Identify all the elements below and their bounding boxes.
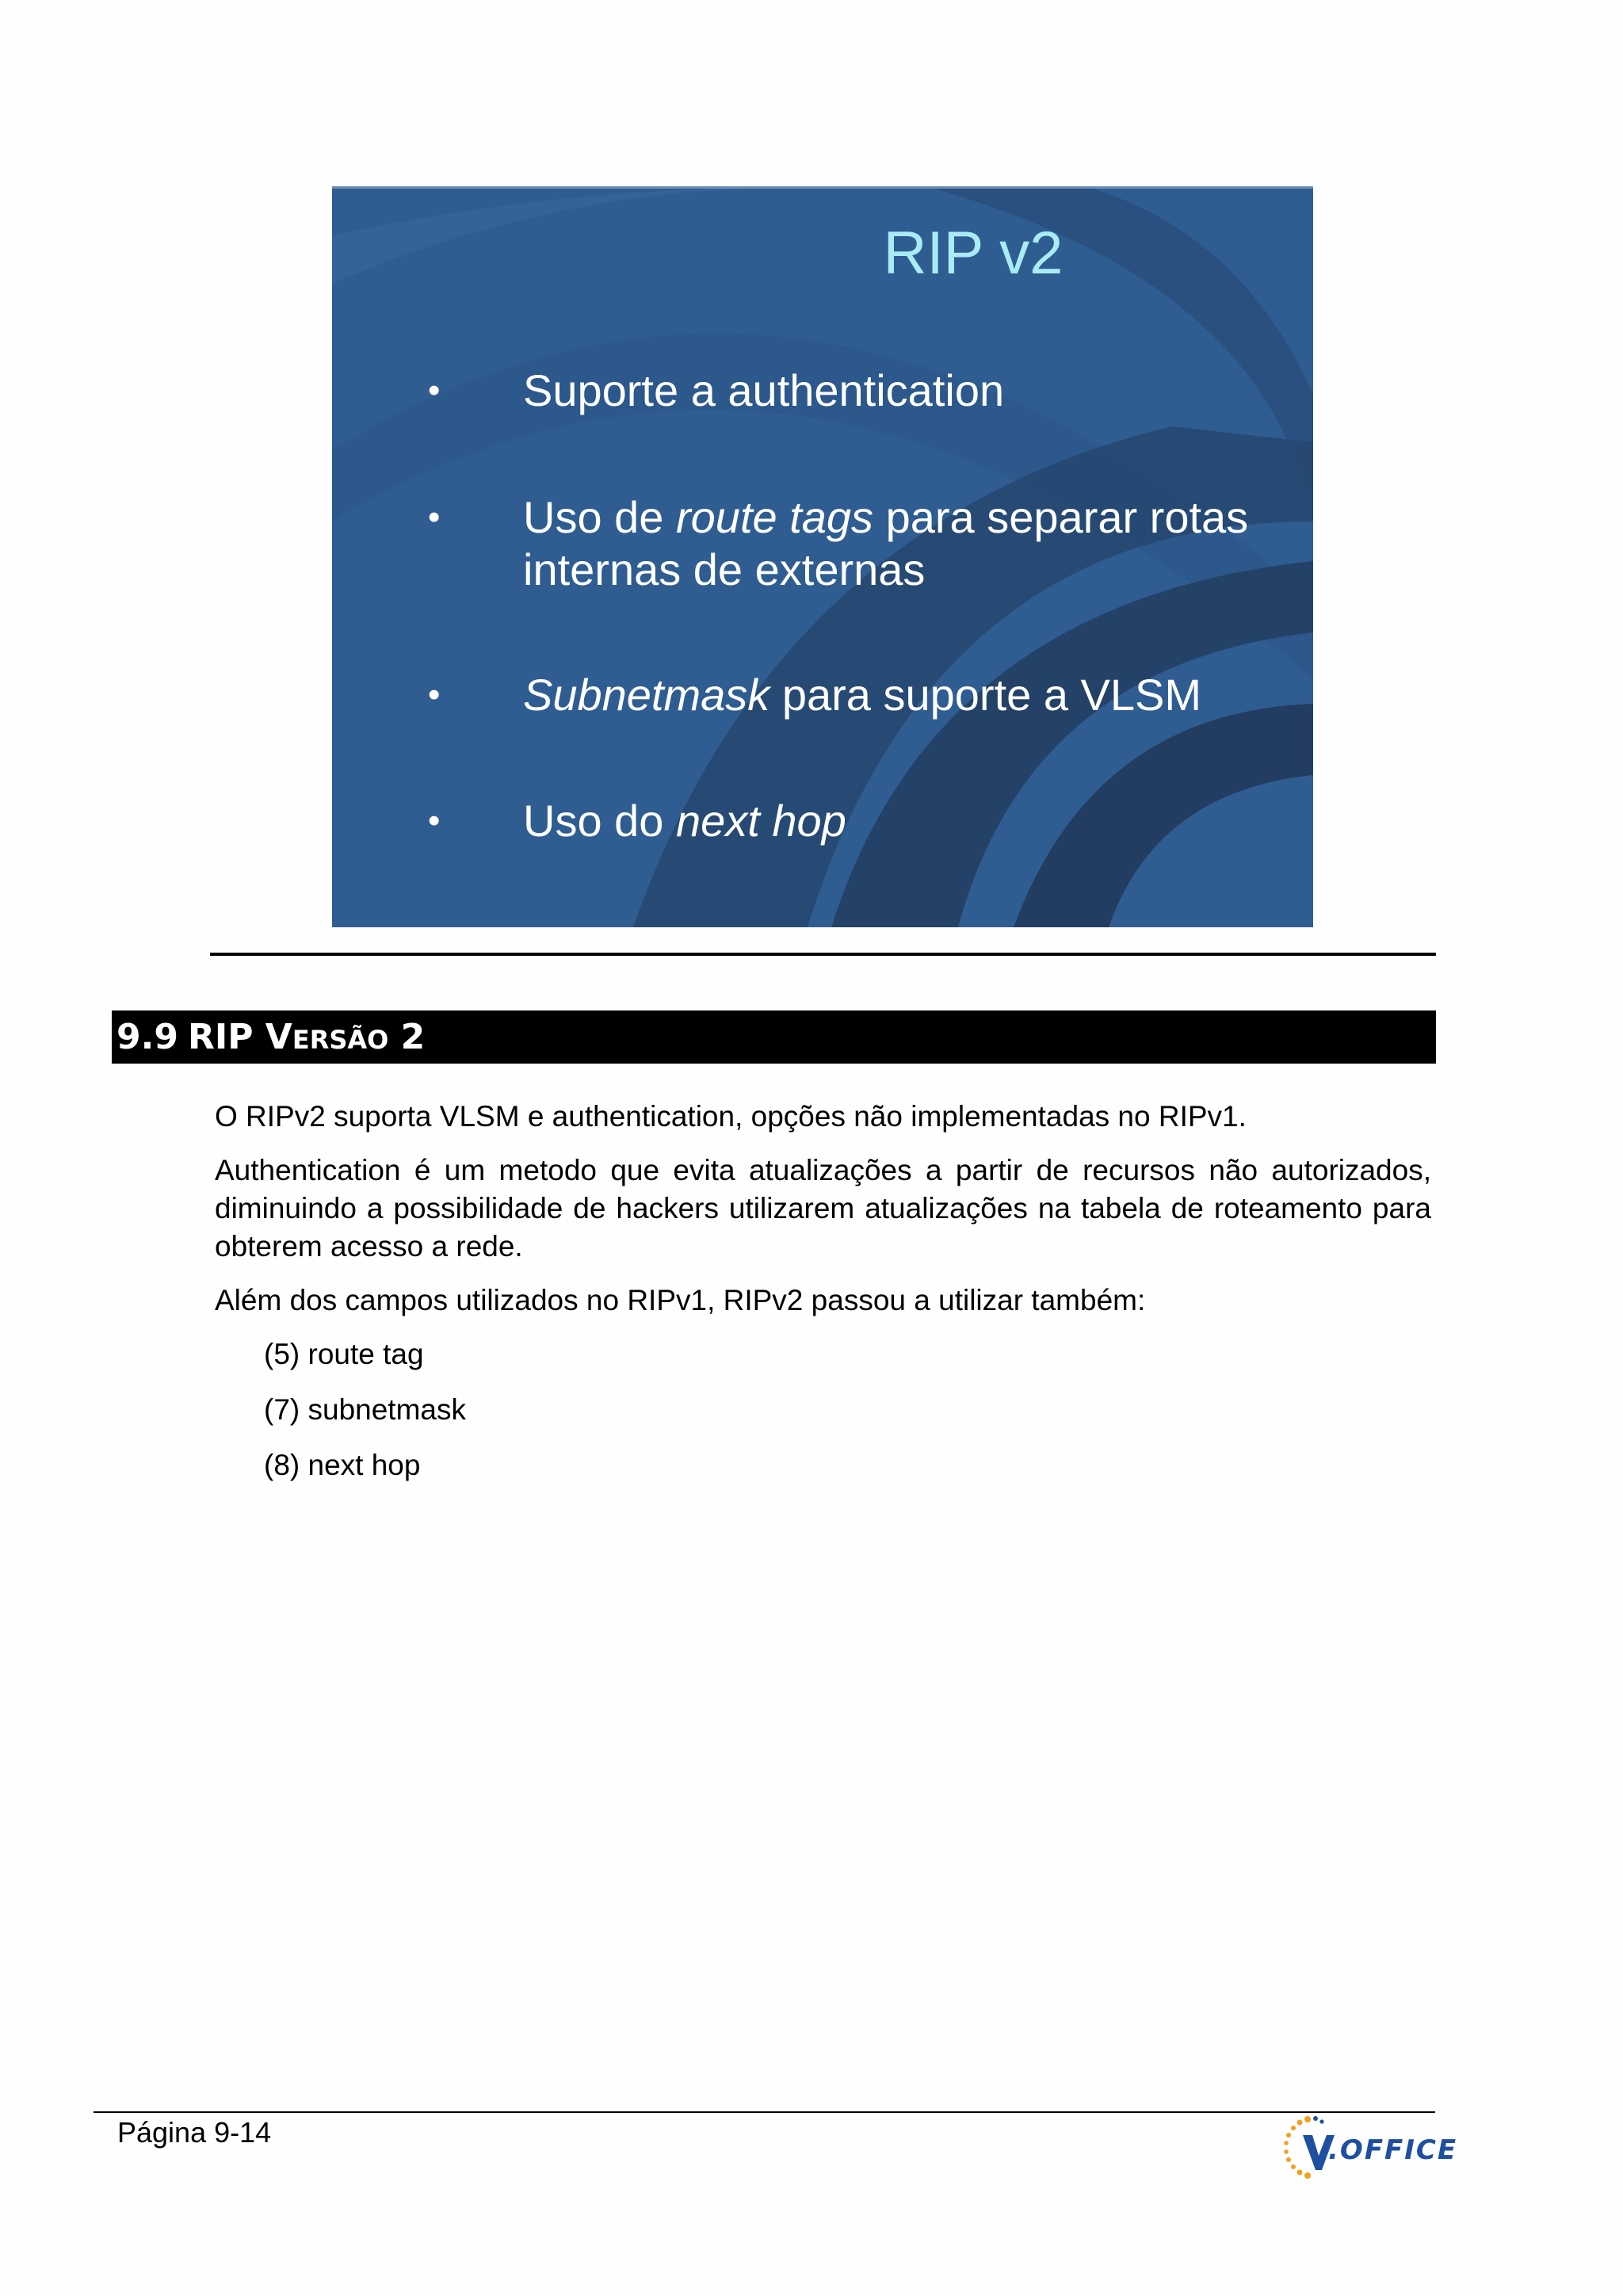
slide-bullet — [428, 795, 1268, 847]
logo-text: .OFFICE — [1328, 2134, 1458, 2166]
paragraph: Além dos campos utilizados no RIPv1, RIPv2 passou a utilizar também: — [215, 1284, 1146, 1316]
bullet-dot: • — [428, 498, 441, 537]
bullet-text: internas de externas — [523, 544, 926, 594]
list-item: (5) route tag — [264, 1338, 424, 1370]
slide-bullet — [428, 491, 1268, 596]
section-number: 9.9 — [116, 1017, 178, 1057]
slide-title: RIP v2 — [883, 220, 1064, 287]
bullet-text: Suporte a authentication — [523, 365, 1005, 415]
section-title: RIP VERSÃO 2 — [187, 1017, 426, 1057]
body-text — [215, 1098, 1431, 1502]
bullet-dot: • — [428, 371, 441, 410]
slide-bullet — [428, 365, 1268, 417]
list-item: (7) subnetmask — [264, 1393, 466, 1426]
bullet-emphasis: Subnetmask — [523, 670, 770, 720]
bullet-text: Uso de — [523, 492, 676, 542]
bullet-emphasis: route tags — [676, 492, 874, 542]
bullet-dot: • — [428, 675, 441, 714]
footer-rule — [94, 2111, 1435, 2113]
bullet-text: Uso do — [523, 796, 676, 846]
section-heading — [112, 1010, 1436, 1064]
slide-bullet — [428, 669, 1268, 721]
bullet-text: para separar rotas — [873, 492, 1249, 542]
page-number: Página 9-14 — [117, 2116, 272, 2149]
paragraph: O RIPv2 suporta VLSM e authentication, opções não implementadas no RIPv1. — [215, 1100, 1247, 1133]
bullet-dot: • — [428, 801, 441, 840]
bullet-emphasis: next hop — [676, 796, 846, 846]
list-item: (8) next hop — [264, 1449, 421, 1481]
paragraph: Authentication é um metodo que evita atualizações a partir de recursos não autorizados, diminuindo a possibilidade de hackers utilizarem atualizações na tabela de roteamento para obterem acesso a rede. — [215, 1154, 1431, 1263]
slide-image — [332, 186, 1313, 927]
bullet-text: para suporte a VLSM — [769, 670, 1202, 720]
horizontal-rule — [210, 953, 1436, 956]
